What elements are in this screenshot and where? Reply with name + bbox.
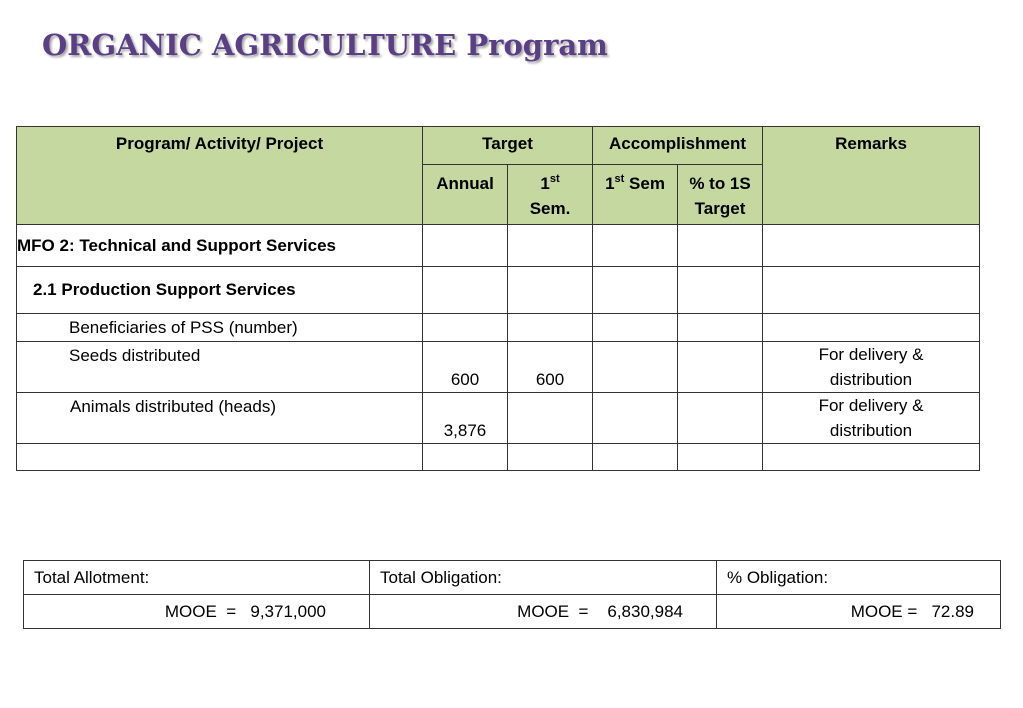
cell-remarks [763, 225, 980, 267]
table-row [17, 267, 980, 314]
cell-pct [678, 393, 763, 444]
cell-acc-first-sem [593, 267, 678, 314]
header-first-sem: 1st Sem. [508, 165, 593, 225]
total-obligation-label: Total Obligation: [370, 561, 717, 595]
page-title: ORGANIC AGRICULTURE Program [42, 28, 608, 62]
table-row [17, 342, 980, 393]
budget-table [23, 560, 1001, 629]
cell-annual: 600 [423, 342, 508, 393]
header-program: Program/ Activity/ Project [17, 127, 423, 225]
cell-first-sem [508, 225, 593, 267]
cell-annual [423, 225, 508, 267]
cell-annual [423, 267, 508, 314]
cell-annual: 3,876 [423, 393, 508, 444]
budget-label-row [24, 561, 1001, 595]
cell-acc-first-sem [593, 314, 678, 342]
cell-remarks: For delivery & distribution [763, 393, 980, 444]
cell-remarks [763, 314, 980, 342]
cell-pct [678, 314, 763, 342]
cell-acc-first-sem [593, 225, 678, 267]
cell-first-sem [508, 267, 593, 314]
row-label: 2.1 Production Support Services [17, 267, 423, 314]
table-row [17, 393, 980, 444]
cell-acc-first-sem [593, 393, 678, 444]
header-accomplishment: Accomplishment [593, 127, 763, 165]
total-allotment-value: MOOE = 9,371,000 [24, 595, 370, 629]
empty-cell [17, 444, 423, 471]
budget-value-row [24, 595, 1001, 629]
empty-cell [593, 444, 678, 471]
table-row [17, 314, 980, 342]
header-annual: Annual [423, 165, 508, 225]
row-label: MFO 2: Technical and Support Services [17, 225, 423, 267]
header-remarks: Remarks [763, 127, 980, 225]
pct-obligation-label: % Obligation: [717, 561, 1001, 595]
row-label: Beneficiaries of PSS (number) [17, 314, 423, 342]
cell-first-sem [508, 393, 593, 444]
row-label: Seeds distributed [17, 342, 423, 393]
cell-remarks [763, 267, 980, 314]
header-target: Target [423, 127, 593, 165]
table-row-empty [17, 444, 980, 471]
cell-annual [423, 314, 508, 342]
cell-acc-first-sem [593, 342, 678, 393]
pct-obligation-value: MOOE = 72.89 [717, 595, 1001, 629]
cell-first-sem: 600 [508, 342, 593, 393]
total-obligation-value: MOOE = 6,830,984 [370, 595, 717, 629]
header-pct-target: % to 1S Target [678, 165, 763, 225]
empty-cell [508, 444, 593, 471]
table-row [17, 225, 980, 267]
program-table [16, 126, 980, 471]
empty-cell [763, 444, 980, 471]
empty-cell [423, 444, 508, 471]
header-row-1 [17, 127, 980, 165]
header-acc-first-sem: 1st Sem [593, 165, 678, 225]
cell-pct [678, 225, 763, 267]
total-allotment-label: Total Allotment: [24, 561, 370, 595]
cell-pct [678, 342, 763, 393]
cell-first-sem [508, 314, 593, 342]
row-label: Animals distributed (heads) [17, 393, 423, 444]
cell-pct [678, 267, 763, 314]
cell-remarks: For delivery & distribution [763, 342, 980, 393]
empty-cell [678, 444, 763, 471]
